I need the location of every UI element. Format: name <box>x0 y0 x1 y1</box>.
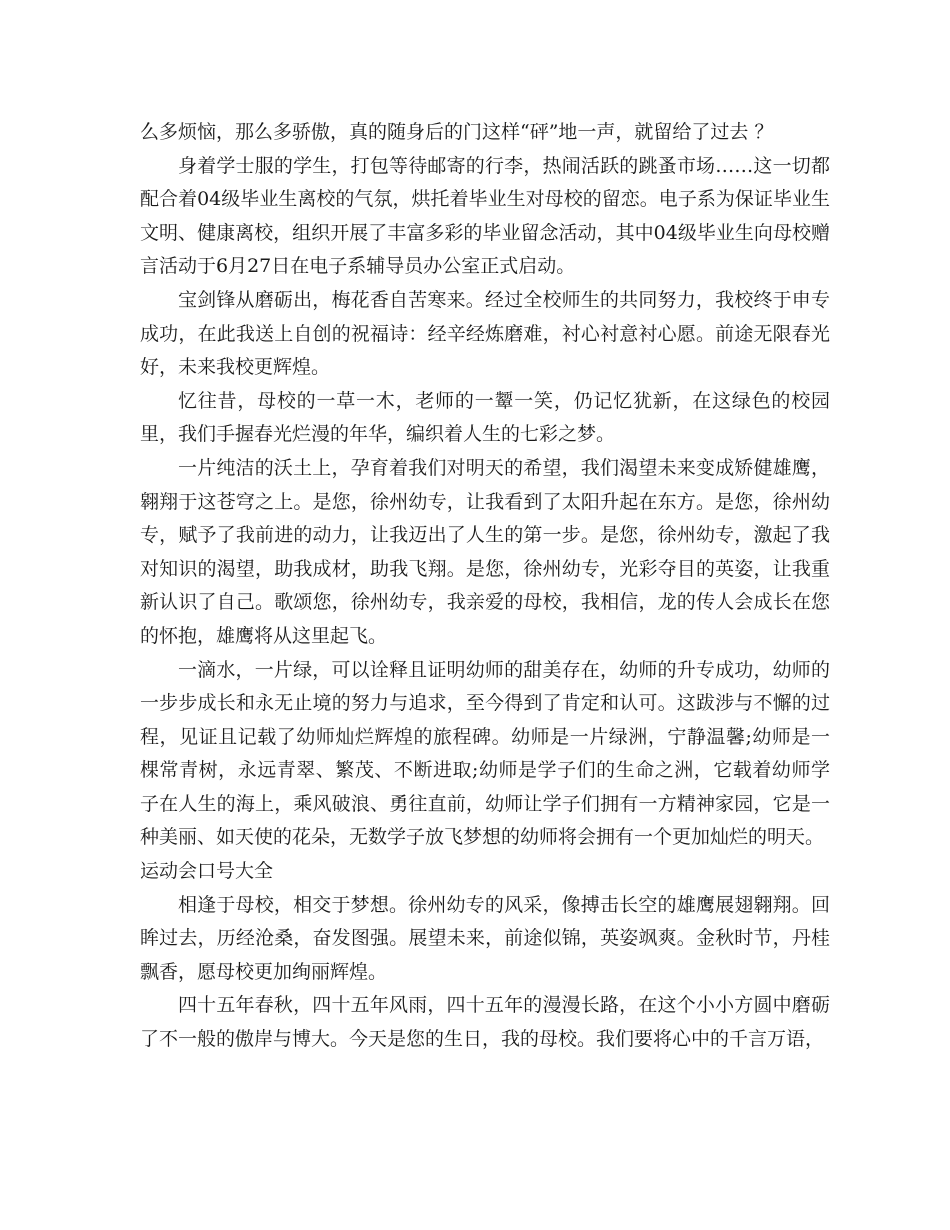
document-body <box>140 116 830 1057</box>
paragraph: 身着学士服的学生，打包等待邮寄的行李，热闹活跃的跳蚤市场……这一切都配合着04级毕业生离校的气氛，烘托着毕业生对母校的留恋。电子系为保证毕业生文明、健康离校，组织开展了丰富多彩的毕业留念活动，其中04级毕业生向母校赠言活动于6月27日在电子系辅导员办公室正式启动。 <box>140 154 830 278</box>
paragraph: 宝剑锋从磨砺出，梅花香自苦寒来。经过全校师生的共同努力，我校终于申专成功，在此我送上自创的祝福诗：经辛经炼磨难，衬心衬意衬心愿。前途无限春光好，未来我校更辉煌。 <box>140 288 830 379</box>
paragraph: 一滴水，一片绿，可以诠释且证明幼师的甜美存在，幼师的升专成功，幼师的一步步成长和永无止境的努力与追求，至今得到了肯定和认可。这跋涉与不懈的过程，见证且记载了幼师灿烂辉煌的旅程碑。幼师是一片绿洲，宁静温馨;幼师是一棵常青树，永远青翠、繁茂、不断进取;幼师是学子们的生命之洲，它载着幼师学子在人生的海上，乘风破浪、勇往直前，幼师让学子们拥有一方精神家园，它是一种美丽、如天使的花朵，无数学子放飞梦想的幼师将会拥有一个更加灿烂的明天。 <box>140 658 830 849</box>
section-heading: 运动会口号大全 <box>140 860 274 883</box>
paragraph: 一片纯洁的沃土上，孕育着我们对明天的希望，我们渴望未来变成矫健雄鹰，翱翔于这苍穹之上。是您，徐州幼专，让我看到了太阳升起在东方。是您，徐州幼专，赋予了我前进的动力，让我迈出了人生的第一步。是您，徐州幼专，激起了我对知识的渴望，助我成材，助我飞翔。是您，徐州幼专，光彩夺目的英姿，让我重新认识了自己。歌颂您，徐州幼专，我亲爱的母校，我相信，龙的传人会成长在您的怀抱，雄鹰将从这里起飞。 <box>140 456 830 647</box>
paragraph-continuation: 么多烦恼，那么多骄傲，真的随身后的门这样“砰”地一声，就留给了过去 ？ <box>140 121 774 143</box>
paragraph: 忆往昔，母校的一草一木，老师的一颦一笑，仍记忆犹新，在这绿色的校园里，我们手握春光烂漫的年华，编织着人生的七彩之梦。 <box>140 389 830 446</box>
paragraph: 相逢于母校，相交于梦想。徐州幼专的风采，像搏击长空的雄鹰展翅翱翔。回眸过去，历经沧桑，奋发图强。展望未来，前途似锦，英姿飒爽。金秋时节，丹桂飘香，愿母校更加绚丽辉煌。 <box>140 893 830 983</box>
paragraph: 四十五年春秋，四十五年风雨，四十五年的漫漫长路，在这个小小方圆中磨砺了不一般的傲岸与博大。今天是您的生日，我的母校。我们要将心中的千言万语， <box>140 994 830 1051</box>
